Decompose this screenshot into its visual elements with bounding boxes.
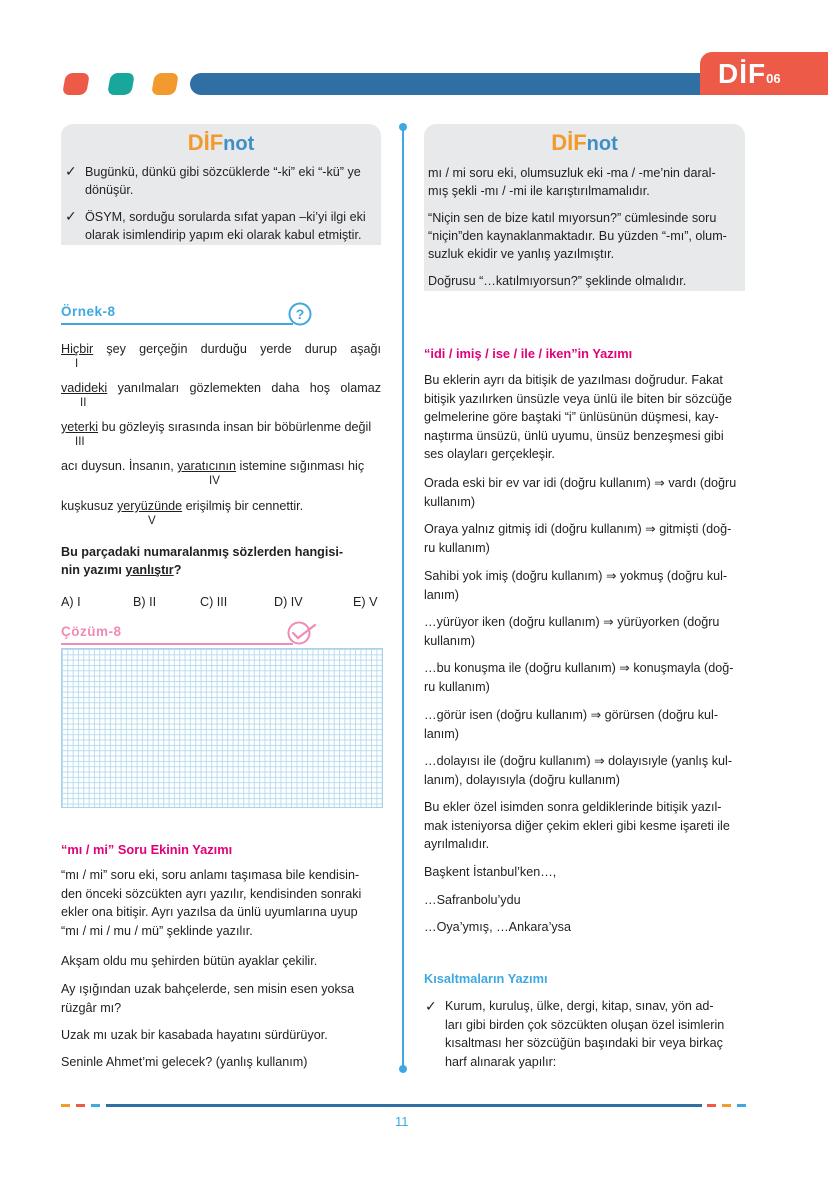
- header-bar: [190, 73, 710, 95]
- divider-dot: [399, 1065, 407, 1073]
- idi-example: Orada eski bir ev var idi (doğru kullanım) ⇒ vardı (doğru kullanım): [424, 476, 737, 509]
- note-item-2: ÖSYM, sorduğu sorularda sıfat yapan –ki’yi ilgi eki olarak isimlendirip yapım eki olarak kabul etmiştir.: [85, 210, 366, 242]
- footer-dash: [722, 1104, 731, 1107]
- example-underline: [61, 323, 293, 325]
- mi-example-4: Seninle Ahmet’mi gelecek? (yanlış kullanım): [61, 1055, 308, 1069]
- choice-a[interactable]: A) I: [61, 595, 81, 609]
- roman-numeral: V: [148, 515, 156, 527]
- page-number: 11: [395, 1114, 409, 1129]
- roman-numeral: IV: [209, 475, 220, 487]
- svg-text:?: ?: [295, 306, 305, 322]
- idi-name-example: Başkent İstanbul’ken…,: [424, 865, 557, 879]
- mi-example-1: Akşam oldu mu şehirden bütün ayaklar çekilir.: [61, 954, 318, 968]
- example-line-3: yeterki bu gözleyiş sırasında insan bir böbürlenme değil: [61, 420, 372, 434]
- roman-numeral: II: [80, 397, 87, 409]
- note-title: DİFnot: [187, 130, 255, 155]
- check-circle-icon: [287, 621, 319, 645]
- idi-section-title: “idi / imiş / ise / ile / iken”in Yazımı: [424, 346, 633, 361]
- footer-dash: [91, 1104, 100, 1107]
- check-icon: ✓: [425, 998, 437, 1014]
- solution-grid[interactable]: [61, 648, 383, 808]
- choice-c[interactable]: C) III: [200, 595, 228, 609]
- choice-d[interactable]: D) IV: [274, 595, 303, 609]
- divider-dot: [399, 123, 407, 131]
- mi-example-3: Uzak mı uzak bir kasabada hayatını sürdürüyor.: [61, 1028, 328, 1042]
- note-item-1: Bugünkü, dünkü gibi sözcüklerde “-ki” eki “-kü” ye dönüşür.: [85, 165, 361, 197]
- note-text: mı / mi soru eki, olumsuzluk eki -ma / -me’nin daral- mış şekli -mı / -mi ile karıştırılmamalıdır. “Niçin sen de bize katıl mıyorsun?” cümlesinde soru “niçin”den kaynaklanmaktadır. Bu yüzden “-mı”, olum- suzluk ekidir ve yanlış yazılmıştır. Doğrusu “…katılmıyorsun?” şeklinde olmalıdır.: [428, 166, 727, 288]
- solution-title: Çözüm-8: [61, 624, 122, 639]
- mi-paragraph: “mı / mi” soru eki, soru anlamı taşımasa bile kendisin- den önceki sözcükten ayrı yazılır, kendisinden sonraki ekler ona bitişir. Ayrı yazılsa da ünlü uyumlarına uyup “mı / mi / mu / mü” şeklinde yazılır.: [61, 868, 362, 938]
- question-text: Bu parçadaki numaralanmış sözlerden hangisi- nin yazımı yanlıştır?: [61, 545, 344, 577]
- roman-numeral: III: [75, 436, 85, 448]
- idi-intro: Bu eklerin ayrı da bitişik de yazılması doğrudur. Fakat bitişik yazılırken ünsüzle veya ünlü ile biten bir sözcüğe gelmelerine göre baştaki “i” ünlüsünün düşmesi, kay- naştırma ünsüzü, ünlü uyumu, ünsüz benzeşmesi gibi ses olayları gerçekleşir.: [424, 373, 733, 461]
- footer-dash: [737, 1104, 746, 1107]
- solution-underline: [61, 643, 293, 645]
- abbr-item: Kurum, kuruluş, ülke, dergi, kitap, sınav, yön ad- ları gibi birden çok sözcükten oluşan özel isimlerin kısaltması her sözcüğün başındaki bir veya birkaç harf alınarak yapılır:: [445, 999, 725, 1069]
- idi-name-example: …Oya’ymış, …Ankara’ysa: [424, 920, 571, 934]
- column-divider: [402, 124, 404, 1070]
- check-icon: ✓: [65, 208, 77, 224]
- mi-example-2: Ay ışığından uzak bahçelerde, sen misin esen yoksa rüzgâr mı?: [61, 982, 355, 1015]
- header-dot-orange: [151, 73, 179, 95]
- idi-name-example: …Safranbolu’ydu: [424, 893, 521, 907]
- idi-example: …yürüyor iken (doğru kullanım) ⇒ yürüyorken (doğru kullanım): [424, 615, 720, 648]
- note-title: DİFnot: [551, 130, 618, 155]
- idi-example: Sahibi yok imiş (doğru kullanım) ⇒ yokmuş (doğru kul- lanım): [424, 569, 728, 602]
- check-icon: ✓: [65, 163, 77, 179]
- example-line-2: vadideki yanılmaları gözlemekten daha hoş olamaz: [61, 381, 381, 395]
- note-box-right: [424, 124, 745, 291]
- note-box-left: [61, 124, 381, 245]
- choice-b[interactable]: B) II: [133, 595, 157, 609]
- idi-example: …bu konuşma ile (doğru kullanım) ⇒ konuşmayla (doğ- ru kullanım): [424, 661, 734, 694]
- footer-dash: [707, 1104, 716, 1107]
- example-title: Örnek-8: [61, 304, 116, 319]
- footer-dash: [76, 1104, 85, 1107]
- header-dot-teal: [107, 73, 135, 95]
- footer-dash: [61, 1104, 70, 1107]
- mi-section-title: “mı / mi” Soru Ekinin Yazımı: [61, 842, 233, 857]
- idi-example: Oraya yalnız gitmiş idi (doğru kullanım) ⇒ gitmişti (doğ- ru kullanım): [424, 522, 732, 555]
- header-dot-red: [62, 73, 90, 95]
- example-line-1: Hiçbir şey gerçeğin durduğu yerde durup aşağı: [61, 342, 381, 356]
- example-line-5: kuşkusuz yeryüzünde erişilmiş bir cennettir.: [61, 499, 304, 513]
- footer-line: [106, 1104, 702, 1107]
- idi-example: …görür isen (doğru kullanım) ⇒ görürsen (doğru kul- lanım): [424, 708, 719, 741]
- header-tab-label: DİF06: [718, 58, 781, 89]
- example-line-4: acı duysun. İnsanın, yaratıcının istemine sığınması hiç: [61, 459, 365, 473]
- question-icon: [288, 302, 312, 326]
- choice-e[interactable]: E) V: [353, 595, 378, 609]
- abbr-section-title: Kısaltmaların Yazımı: [424, 971, 548, 986]
- idi-outro: Bu ekler özel isimden sonra geldiklerinde bitişik yazıl- mak isteniyorsa diğer çekim ekleri gibi kesme işareti ile ayrılmalıdır.: [424, 800, 730, 851]
- roman-numeral: I: [75, 358, 79, 370]
- idi-example: …dolayısı ile (doğru kullanım) ⇒ dolayısıyle (yanlış kul- lanım), dolayısıyla (doğru kullanım): [424, 754, 733, 787]
